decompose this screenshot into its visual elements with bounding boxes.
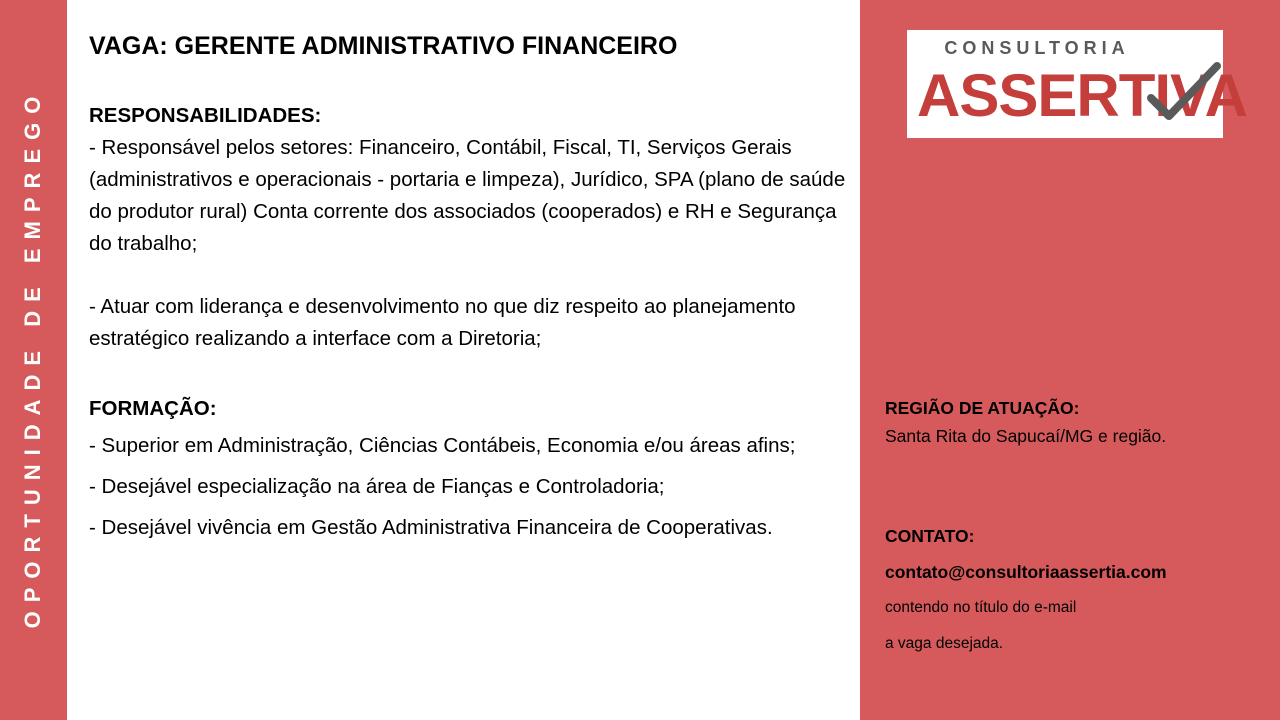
- job-title: VAGA: GERENTE ADMINISTRATIVO FINANCEIRO: [89, 32, 678, 60]
- education-item: - Desejável vivência em Gestão Administrativa Financeira de Cooperativas.: [89, 516, 773, 539]
- education-heading: FORMAÇÃO:: [89, 397, 217, 420]
- logo-subtitle: CONSULTORIA: [944, 38, 1130, 58]
- contact-email: contato@consultoriaassertia.com: [885, 562, 1167, 582]
- contact-heading: CONTATO:: [885, 526, 975, 546]
- contact-note-line-2: a vaga desejada.: [885, 635, 1004, 652]
- responsibility-item: - Atuar com liderança e desenvolvimento no que diz respeito ao planejamento estratégico realizando a interface com a Diretoria;: [89, 295, 796, 350]
- education-item: - Desejável especialização na área de Fianças e Controladoria;: [89, 475, 665, 498]
- logo-title: ASSERTIVA: [917, 62, 1247, 129]
- responsibility-item: - Responsável pelos setores: Financeiro, Contábil, Fiscal, TI, Serviços Gerais (administrativos e operacionais - portaria e limpeza), Jurídico, SPA (plano de saúde do produtor rural) Conta corrente dos associados (cooperados) e RH e Segurança do trabalho;: [89, 136, 846, 255]
- company-logo: [907, 30, 1247, 138]
- education-list: [89, 425, 859, 548]
- education-item: - Superior em Administração, Ciências Contábeis, Economia e/ou áreas afins;: [89, 434, 796, 457]
- responsibilities-heading: RESPONSABILIDADES:: [89, 104, 322, 127]
- vertical-label: OPORTUNIDADE DE EMPREGO: [20, 87, 45, 629]
- job-content: [89, 30, 859, 548]
- left-accent-band: [0, 0, 67, 720]
- region-heading: REGIÃO DE ATUAÇÃO:: [885, 398, 1080, 418]
- checkmark-icon: [1143, 52, 1223, 132]
- region-text: Santa Rita do Sapucaí/MG e região.: [885, 426, 1167, 446]
- contact-note-line-1: contendo no título do e-mail: [885, 599, 1077, 616]
- region-block: [885, 394, 1166, 450]
- contact-block: [885, 518, 1167, 662]
